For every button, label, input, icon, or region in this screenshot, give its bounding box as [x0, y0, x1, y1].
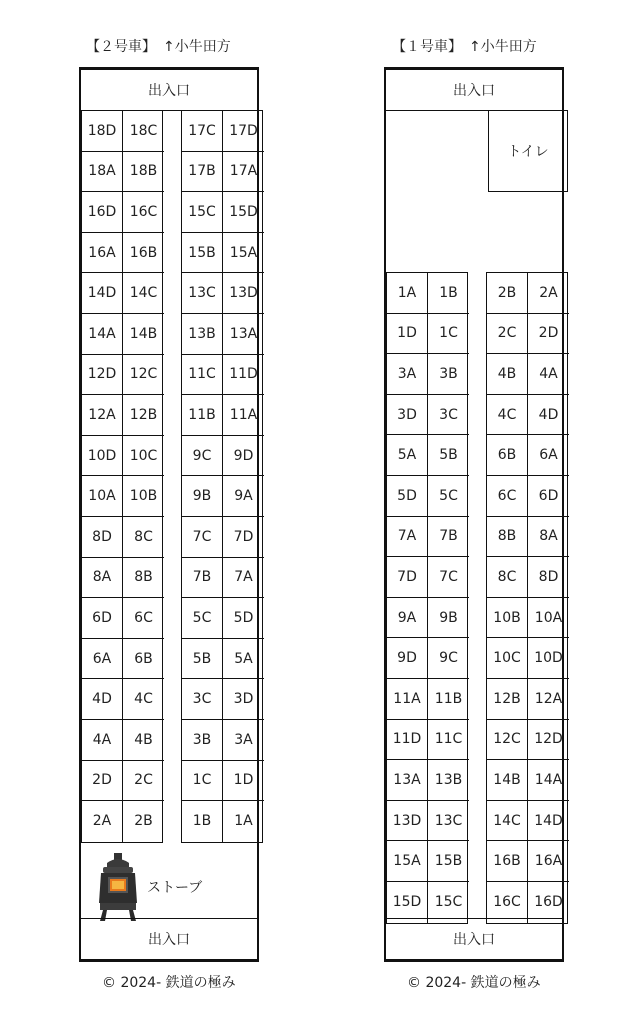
seat: 12C [123, 355, 164, 396]
seat: 12B [123, 395, 164, 436]
seat: 15C [434, 894, 463, 911]
car2-left-seat-block [81, 110, 163, 843]
seat: 15A [387, 841, 428, 882]
seat: 15C [182, 192, 223, 233]
seat: 6C [123, 598, 164, 639]
seat: 11D [223, 355, 264, 396]
seat: 3C [182, 679, 223, 720]
seat: 2A [82, 801, 123, 842]
seat: 16D [534, 894, 563, 911]
car1-entrance-top: 出入口 [386, 70, 562, 111]
seat: 3A [223, 720, 264, 761]
seat: 8D [82, 517, 123, 558]
car1-diagram [384, 67, 564, 962]
seat: 7D [387, 557, 428, 598]
seat: 9D [223, 436, 264, 477]
seat: 10B [487, 598, 528, 639]
seat: 16A [82, 233, 123, 274]
car1-entrance-bottom: 出入口 [386, 918, 562, 959]
seat: 6A [82, 639, 123, 680]
seat: 7B [428, 517, 469, 558]
seat: 17D [223, 111, 264, 152]
seat: 9C [182, 436, 223, 477]
seat: 15B [182, 233, 223, 274]
seat: 10A [82, 476, 123, 517]
seat: 7D [223, 517, 264, 558]
seat: 14C [487, 801, 528, 842]
seat: 3B [182, 720, 223, 761]
seat: 4C [487, 395, 528, 436]
seat: 11B [428, 679, 469, 720]
seat: 7C [428, 557, 469, 598]
seat: 1C [428, 314, 469, 355]
stove-icon [97, 853, 139, 923]
seat: 6A [528, 435, 569, 476]
seat: 9A [387, 598, 428, 639]
seat: 4B [123, 720, 164, 761]
seat: 6D [82, 598, 123, 639]
seat: 5B [182, 639, 223, 680]
car2-copyright: © 2024- 鉄道の極み [102, 975, 236, 991]
seat: 10A [528, 598, 569, 639]
seat: 12D [528, 720, 569, 761]
seat: 9A [223, 476, 264, 517]
seat: 4C [123, 679, 164, 720]
seat: 4D [82, 679, 123, 720]
seat: 14B [487, 760, 528, 801]
car2-title: 【２号車】 ↑小牛田方 [86, 39, 231, 55]
seat: 11A [387, 679, 428, 720]
seat: 8B [123, 558, 164, 599]
car1-title: 【１号車】 ↑小牛田方 [392, 39, 537, 55]
seat: 7A [387, 517, 428, 558]
seat: 1D [223, 761, 264, 802]
seat: 14A [82, 314, 123, 355]
seat: 3B [428, 354, 469, 395]
seat: 6B [487, 435, 528, 476]
seat: 9B [182, 476, 223, 517]
seat: 10C [123, 436, 164, 477]
seat: 8B [487, 517, 528, 558]
seat: 12B [487, 679, 528, 720]
seat: 5B [428, 435, 469, 476]
seat: 13B [182, 314, 223, 355]
seat: 10D [528, 638, 569, 679]
seat: 5A [223, 639, 264, 680]
seat: 6C [487, 476, 528, 517]
seat: 3D [387, 395, 428, 436]
seat: 2C [123, 761, 164, 802]
seat: 8A [82, 558, 123, 599]
seat: 5C [428, 476, 469, 517]
seat: 14D [82, 273, 123, 314]
seat: 2B [134, 813, 153, 830]
seat: 2D [528, 314, 569, 355]
seat: 2A [528, 273, 569, 314]
seat: 11A [223, 395, 264, 436]
seat: 16C [123, 192, 164, 233]
seat: 12C [487, 720, 528, 761]
seat: 1B [428, 273, 469, 314]
car2-diagram [79, 67, 259, 962]
seat: 13D [223, 273, 264, 314]
seat: 13A [387, 760, 428, 801]
seat: 6B [123, 639, 164, 680]
seat: 16B [487, 841, 528, 882]
seat: 3A [387, 354, 428, 395]
seat: 2D [82, 761, 123, 802]
seat: 13D [387, 801, 428, 842]
seat: 9D [387, 638, 428, 679]
seat: 10D [82, 436, 123, 477]
seat: 13A [223, 314, 264, 355]
seat: 1C [182, 761, 223, 802]
seat: 8C [123, 517, 164, 558]
car2-entrance-bottom: 出入口 [81, 918, 257, 959]
seat: 5C [182, 598, 223, 639]
seat: 1A [234, 813, 253, 830]
seat: 12A [528, 679, 569, 720]
seat: 8A [528, 517, 569, 558]
seat: 15D [223, 192, 264, 233]
seat: 7C [182, 517, 223, 558]
seat: 7B [182, 558, 223, 599]
seat: 15A [223, 233, 264, 274]
seat: 16A [528, 841, 569, 882]
seat: 16C [487, 882, 528, 923]
seat: 8D [528, 557, 569, 598]
seat: 14A [528, 760, 569, 801]
seat: 4A [528, 354, 569, 395]
car1-right-seat-block [486, 272, 568, 924]
seat: 18C [123, 111, 164, 152]
seat: 5A [387, 435, 428, 476]
seat: 9C [428, 638, 469, 679]
seat: 3D [223, 679, 264, 720]
seat: 2B [487, 273, 528, 314]
seat: 18B [123, 152, 164, 193]
seat: 18D [82, 111, 123, 152]
stove-area [81, 845, 257, 925]
seat: 10B [123, 476, 164, 517]
seat: 14D [528, 801, 569, 842]
seat: 15B [428, 841, 469, 882]
seat: 4D [528, 395, 569, 436]
seat: 7A [223, 558, 264, 599]
car2-entrance-top: 出入口 [81, 70, 257, 111]
seat: 12D [82, 355, 123, 396]
seat: 14C [123, 273, 164, 314]
seat: 17B [182, 152, 223, 193]
seat: 13C [182, 273, 223, 314]
toilet: トイレ [488, 110, 568, 192]
car1-copyright: © 2024- 鉄道の極み [407, 975, 541, 991]
seat: 1D [387, 314, 428, 355]
seat: 12A [82, 395, 123, 436]
seat: 6D [528, 476, 569, 517]
seat: 3C [428, 395, 469, 436]
seat: 11C [428, 720, 469, 761]
seat: 1B [182, 801, 223, 842]
seat: 8C [487, 557, 528, 598]
seat: 17C [182, 111, 223, 152]
seat: 17A [223, 152, 264, 193]
seat: 11C [182, 355, 223, 396]
seat: 1A [387, 273, 428, 314]
seat: 9B [428, 598, 469, 639]
seat: 10C [487, 638, 528, 679]
seat: 2C [487, 314, 528, 355]
seat: 5D [387, 476, 428, 517]
seat: 13C [428, 801, 469, 842]
seat: 16D [82, 192, 123, 233]
seat: 11B [182, 395, 223, 436]
seat: 4A [82, 720, 123, 761]
seat: 11D [387, 720, 428, 761]
seat: 13B [428, 760, 469, 801]
seat: 14B [123, 314, 164, 355]
seat: 16B [123, 233, 164, 274]
car2-right-seat-block [181, 110, 263, 843]
seat: 18A [82, 152, 123, 193]
seat: 4B [487, 354, 528, 395]
seat: 15D [387, 882, 428, 923]
seat: 5D [223, 598, 264, 639]
stove-label: ストーブ [147, 880, 203, 896]
car1-left-seat-block [386, 272, 468, 924]
